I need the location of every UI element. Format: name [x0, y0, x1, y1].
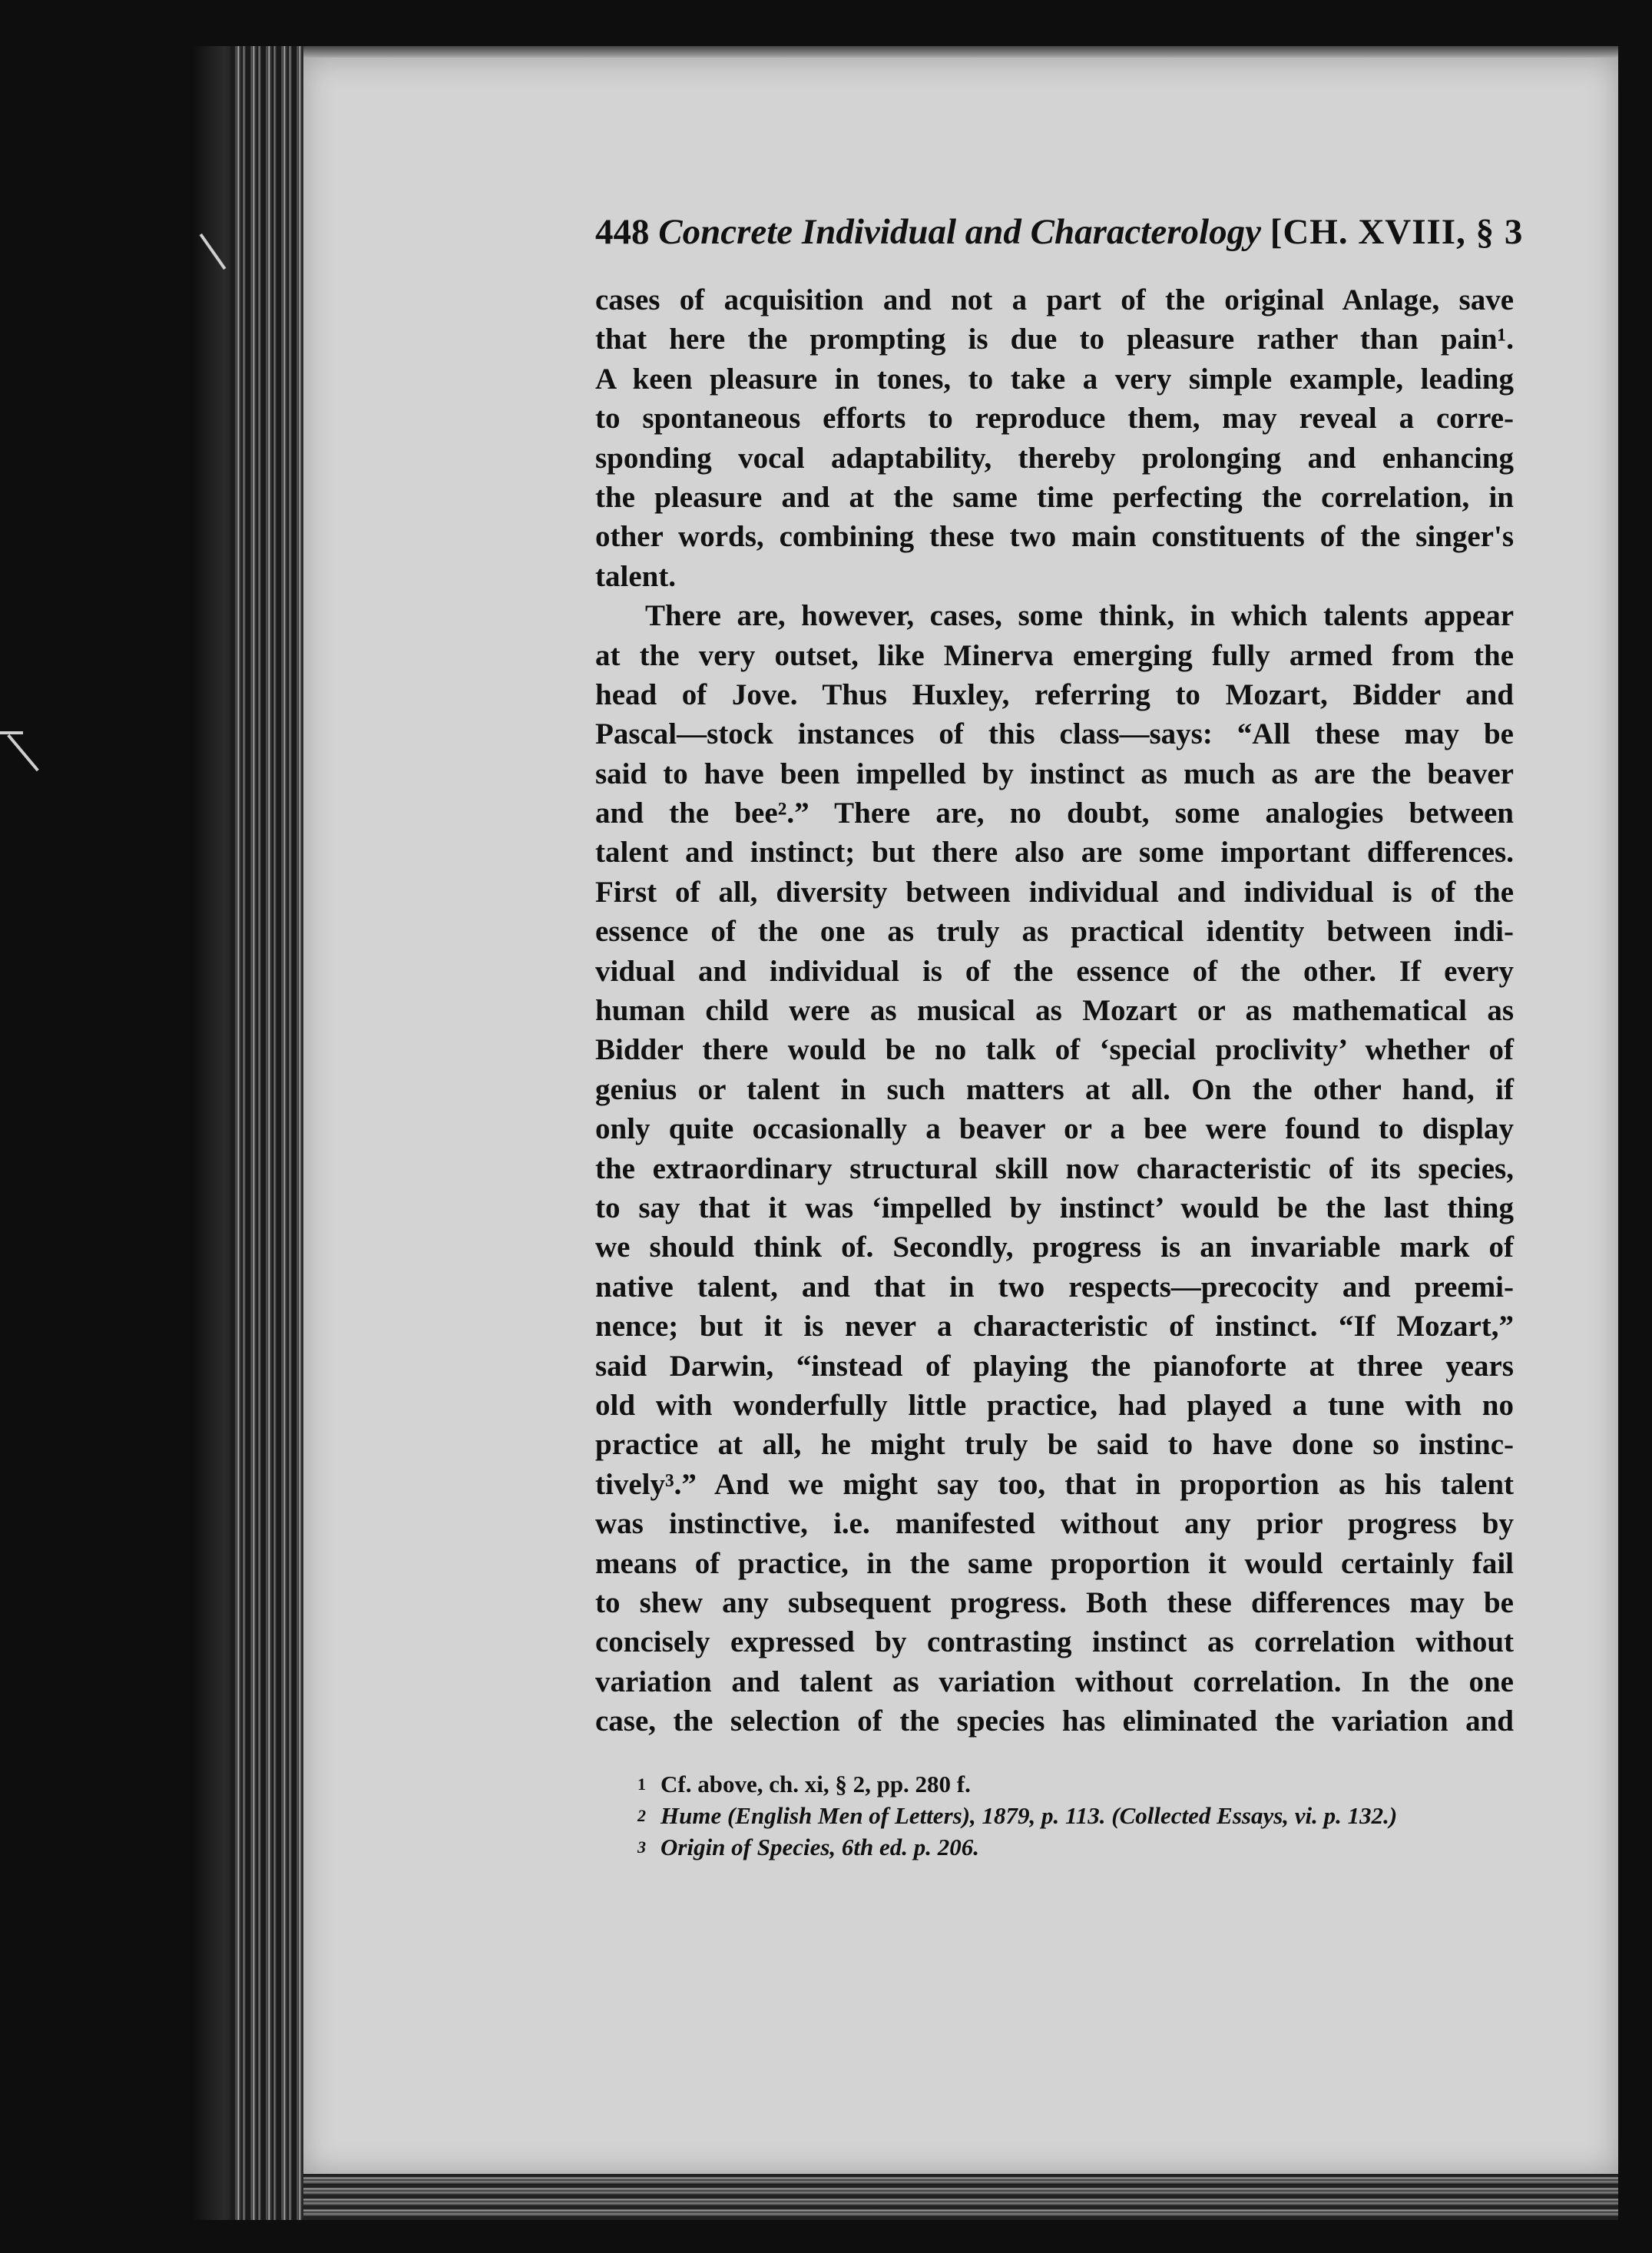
- text-line: old with wonderfully little practice, had played a tune with no: [595, 1388, 1514, 1422]
- footnote-mark: 3: [637, 1837, 646, 1857]
- text-line: the extraordinary structural skill now characteristic of its species,: [595, 1151, 1514, 1185]
- page-bottom-edge: [303, 2174, 1618, 2220]
- footnote-mark: 2: [637, 1806, 646, 1825]
- text-line: that here the prompting is due to pleasure rather than pain¹.: [595, 323, 1514, 356]
- text-line: cases of acquisition and not a part of the original Anlage, save: [595, 283, 1514, 316]
- text-line: human child were as musical as Mozart or as mathematical as: [595, 994, 1514, 1028]
- book-spine: [230, 46, 315, 2220]
- text-line: genius or talent in such matters at all. On the other hand, if: [595, 1072, 1514, 1106]
- text-line: said Darwin, “instead of playing the pianoforte at three years: [595, 1349, 1514, 1383]
- text-line: First of all, diversity between individual and individual is of the: [595, 875, 1514, 909]
- text-line: talent.: [595, 559, 677, 593]
- text-line: Bidder there would be no talk of ‘special proclivity’ whether of: [595, 1033, 1514, 1067]
- text-line: we should think of. Secondly, progress is an invariable mark of: [595, 1231, 1514, 1264]
- text-line: native talent, and that in two respects—precocity and preemi-: [595, 1270, 1514, 1304]
- footnote-text: Cf. above, ch. xi, § 2, pp. 280 f.: [660, 1771, 971, 1797]
- text-line: head of Jove. Thus Huxley, referring to Mozart, Bidder and: [595, 678, 1514, 711]
- footnote-text: Hume (English Men of Letters), 1879, p. 113. (Collected Essays, vi. p. 132.): [660, 1802, 1398, 1829]
- text-line: tively³.” And we might say too, that in proportion as his talent: [595, 1467, 1514, 1501]
- text-line: means of practice, in the same proportion it would certainly fail: [595, 1546, 1514, 1580]
- text-line: to shew any subsequent progress. Both these differences may be: [595, 1585, 1514, 1619]
- running-title: Concrete Individual and Characterology: [658, 212, 1261, 252]
- text-line: talent and instinct; but there also are some important differences.: [595, 836, 1514, 870]
- paragraph-start-line: There are, however, cases, some think, in which talents appear: [645, 599, 1514, 633]
- footnote: [637, 1831, 1513, 1863]
- text-line: variation and talent as variation without correlation. In the one: [595, 1665, 1514, 1698]
- text-line: to say that it was ‘impelled by instinct’ would be the last thing: [595, 1191, 1514, 1224]
- footnote: [637, 1768, 1513, 1800]
- text-line: to spontaneous efforts to reproduce them, may reveal a corre-: [595, 402, 1514, 436]
- running-head: [595, 209, 1524, 255]
- text-line: essence of the one as truly as practical identity between indi-: [595, 915, 1514, 949]
- chapter-reference: [CH. XVIII, § 3: [1270, 212, 1524, 252]
- text-line: practice at all, he might truly be said to have done so instinc-: [595, 1428, 1514, 1462]
- text-line: and the bee².” There are, no doubt, some analogies between: [595, 797, 1514, 830]
- text-line: was instinctive, i.e. manifested without any prior progress by: [595, 1507, 1514, 1541]
- footnote-mark: 1: [637, 1774, 646, 1794]
- footnote: [637, 1800, 1513, 1831]
- body-text: [595, 280, 1514, 1741]
- text-line: A keen pleasure in tones, to take a very simple example, leading: [595, 362, 1514, 396]
- text-line: at the very outset, like Minerva emerging fully armed from the: [595, 638, 1514, 672]
- text-line: sponding vocal adaptability, thereby prolonging and enhancing: [595, 441, 1514, 475]
- page-number: 448: [595, 212, 650, 252]
- footnote-text: Origin of Species, 6th ed. p. 206.: [660, 1834, 980, 1860]
- scan-mark: [0, 731, 23, 734]
- text-line: nence; but it is never a characteristic of instinct. “If Mozart,”: [595, 1310, 1514, 1344]
- text-line: only quite occasionally a beaver or a bee were found to display: [595, 1112, 1514, 1146]
- text-line: case, the selection of the species has eliminated the variation and: [595, 1705, 1514, 1738]
- text-line: said to have been impelled by instinct as much as are the beaver: [595, 757, 1514, 790]
- footnotes: [637, 1768, 1513, 1863]
- text-line: the pleasure and at the same time perfecting the correlation, in: [595, 480, 1514, 514]
- text-line: other words, combining these two main constituents of the singer's: [595, 520, 1514, 554]
- text-line: Pascal—stock instances of this class—says: “All these may be: [595, 717, 1514, 751]
- text-line: concisely expressed by contrasting instinct as correlation without: [595, 1625, 1514, 1659]
- text-line: vidual and individual is of the essence of the other. If every: [595, 954, 1514, 988]
